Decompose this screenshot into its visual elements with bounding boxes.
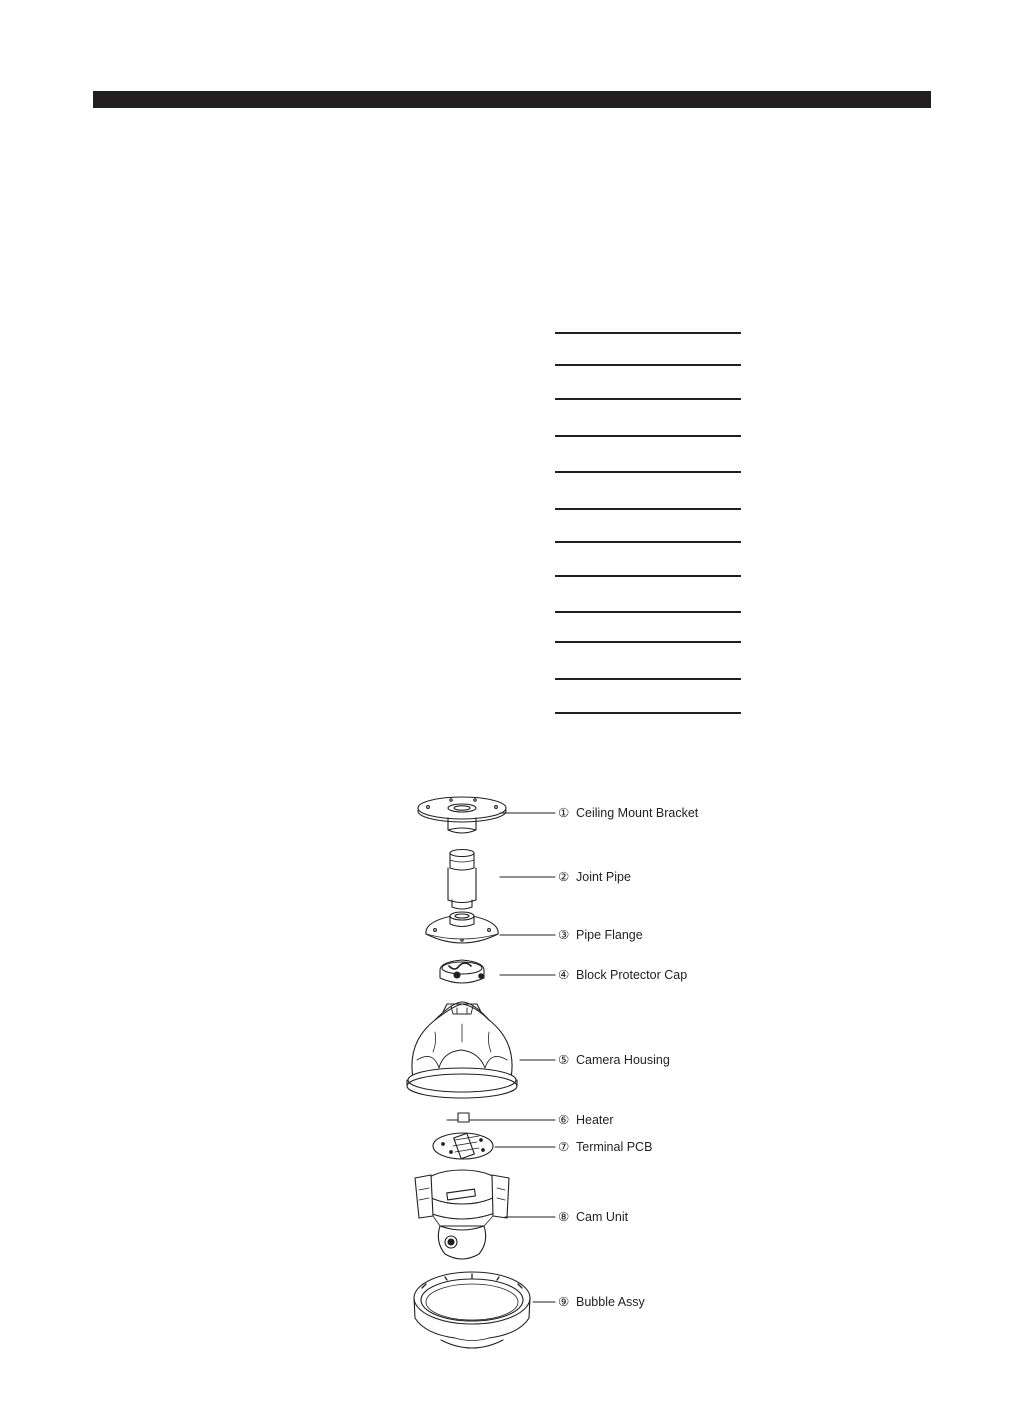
block-protector-cap-icon bbox=[440, 960, 555, 983]
bubble-assy-icon bbox=[414, 1272, 555, 1348]
part-label-cam-unit bbox=[558, 1210, 628, 1224]
part-number: ⑦ bbox=[558, 1140, 570, 1154]
cam-unit-icon bbox=[415, 1170, 555, 1259]
part-label-ceiling-mount-bracket bbox=[558, 806, 698, 820]
part-name: Bubble Assy bbox=[576, 1295, 645, 1309]
blank-rule bbox=[555, 471, 741, 473]
part-number: ⑧ bbox=[558, 1210, 570, 1224]
part-number: ⑥ bbox=[558, 1113, 570, 1127]
part-name: Ceiling Mount Bracket bbox=[576, 806, 699, 820]
blank-rule bbox=[555, 678, 741, 680]
part-name: Heater bbox=[576, 1113, 614, 1127]
part-number: ④ bbox=[558, 968, 570, 982]
part-label-block-protector-cap bbox=[558, 968, 687, 982]
part-number: ① bbox=[558, 806, 570, 820]
terminal-pcb-icon bbox=[433, 1133, 555, 1159]
part-number: ② bbox=[558, 870, 570, 884]
joint-pipe-icon bbox=[448, 850, 555, 910]
blank-rule bbox=[555, 712, 741, 714]
exploded-view-figure bbox=[395, 780, 735, 1380]
part-name: Block Protector Cap bbox=[576, 968, 688, 982]
part-number: ⑨ bbox=[558, 1295, 570, 1309]
part-name: Joint Pipe bbox=[576, 870, 631, 884]
part-label-joint-pipe bbox=[558, 870, 631, 884]
blank-rule bbox=[555, 575, 741, 577]
heater-icon bbox=[447, 1113, 555, 1122]
part-label-pipe-flange bbox=[558, 928, 643, 942]
part-number: ⑤ bbox=[558, 1053, 570, 1067]
ceiling-mount-bracket-icon bbox=[418, 797, 555, 833]
part-label-heater bbox=[558, 1113, 614, 1127]
part-number: ③ bbox=[558, 928, 570, 942]
header-bar bbox=[93, 91, 931, 108]
blank-rule bbox=[555, 541, 741, 543]
blank-rule bbox=[555, 364, 741, 366]
part-name: Cam Unit bbox=[576, 1210, 629, 1224]
part-name: Pipe Flange bbox=[576, 928, 643, 942]
part-label-camera-housing bbox=[558, 1053, 670, 1067]
part-name: Camera Housing bbox=[576, 1053, 670, 1067]
blank-rule bbox=[555, 641, 741, 643]
blank-rule bbox=[555, 435, 741, 437]
blank-rule bbox=[555, 332, 741, 334]
part-name: Terminal PCB bbox=[576, 1140, 653, 1154]
blank-rule bbox=[555, 398, 741, 400]
part-label-terminal-pcb bbox=[558, 1140, 652, 1154]
part-label-bubble-assy bbox=[558, 1295, 645, 1309]
blank-rule bbox=[555, 611, 741, 613]
pipe-flange-icon bbox=[426, 912, 555, 943]
camera-housing-icon bbox=[407, 1002, 555, 1098]
blank-rule bbox=[555, 508, 741, 510]
